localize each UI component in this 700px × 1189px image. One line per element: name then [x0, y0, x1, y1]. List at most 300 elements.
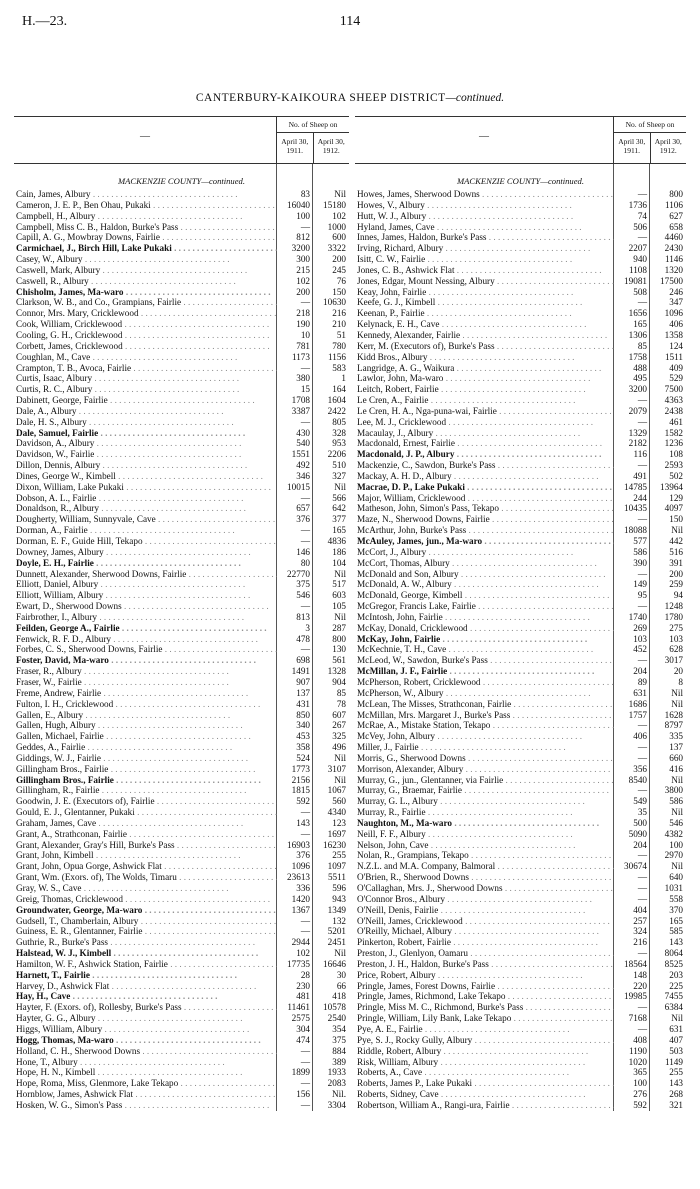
owner-name: Hope, H. N., Kimbell . . .: [14, 1067, 277, 1078]
table-row: [14, 254, 349, 265]
sheep-1911: —: [637, 568, 647, 579]
sheep-1912: 600: [332, 232, 346, 243]
sheep-1912: 1146: [664, 254, 683, 265]
table-row: [355, 525, 686, 536]
sheep-1911: 1108: [628, 264, 647, 275]
sheep-1911: 156: [296, 1089, 310, 1100]
owner-name: Gudsell, T., Chamberlain, Albury . . .: [14, 916, 277, 927]
table-row: [355, 991, 686, 1002]
table-row: [355, 232, 686, 243]
title-continued: —continued.: [445, 92, 505, 104]
owner-name: McDonald, George, Kimbell . . .: [355, 590, 614, 601]
owner-name: Dabinett, George, Fairlie . . .: [14, 395, 277, 406]
owner-name: Hone, T., Albury . . .: [14, 1057, 277, 1068]
sheep-1911: 19081: [624, 275, 647, 286]
owner-name: Fraser, R., Albury . . .: [14, 666, 277, 677]
sheep-1911: 431: [296, 698, 310, 709]
owner-name: Macdonald, J. P., Albury . . .: [355, 449, 614, 460]
col-1911-header: April 30, 1911.: [618, 137, 646, 155]
table-row: [14, 829, 349, 840]
table-row: [355, 1024, 686, 1035]
sheep-1912: 5511: [327, 872, 346, 883]
owner-name: Caswell, Mark, Albury . . .: [14, 265, 277, 276]
sheep-1911: 116: [633, 449, 647, 460]
sheep-1911: 1740: [628, 611, 647, 622]
table-row: [14, 319, 349, 330]
sheep-1912: 2083: [327, 1078, 346, 1089]
sheep-1911: 356: [633, 763, 647, 774]
sheep-1912: 103: [669, 633, 683, 644]
table-row: [14, 569, 349, 580]
sheep-1911: 137: [296, 687, 310, 698]
sheep-1911: 17735: [287, 958, 310, 969]
sheep-1911: 190: [296, 319, 310, 330]
owner-name: McPherson, Robert, Cricklewood . . .: [355, 677, 614, 688]
owner-name: Goodwin, J. E. (Executors of), Fairlie . . .: [14, 796, 277, 807]
sheep-1911: 35: [637, 807, 647, 818]
table-row: [355, 981, 686, 992]
table-row: [355, 1089, 686, 1100]
table-row: [355, 1035, 686, 1046]
sheep-1911: 698: [296, 655, 310, 666]
table-row: [14, 189, 349, 200]
table-row: [14, 1089, 349, 1100]
table-row: [14, 883, 349, 894]
owner-name: Howes, V., Albury . . .: [355, 200, 614, 211]
sheep-1911: 19985: [624, 991, 647, 1002]
sheep-1911: —: [637, 460, 647, 471]
sheep-1911: 1173: [291, 351, 310, 362]
sheep-1912: 3322: [327, 243, 346, 254]
table-row: [355, 1078, 686, 1089]
sheep-1911: —: [637, 416, 647, 427]
sheep-1911: 3: [305, 622, 310, 633]
table-row: [14, 688, 349, 699]
owner-name: Morris, G., Sherwood Downs . . .: [355, 753, 614, 764]
sheep-1912: 10578: [323, 1002, 346, 1013]
sheep-1912: 4097: [664, 503, 683, 514]
owner-name: Preston, J. H., Haldon, Burke's Pass . . .: [355, 959, 614, 970]
sheep-1912: 104: [332, 557, 346, 568]
table-row: [355, 634, 686, 645]
sheep-1912: 6384: [664, 1002, 683, 1013]
table-row: [355, 319, 686, 330]
table-row: [14, 373, 349, 384]
table-row: [14, 547, 349, 558]
table-row: [14, 699, 349, 710]
table-row: [355, 959, 686, 970]
sheep-1912: 132: [332, 915, 346, 926]
table-row: [355, 775, 686, 786]
owner-name: Hay, H., Cave . . .: [14, 991, 277, 1002]
table-row: [14, 341, 349, 352]
sheep-1911: 474: [296, 1034, 310, 1045]
sheep-1912: 225: [669, 980, 683, 991]
table-row: [355, 341, 686, 352]
owner-name: Risk, William, Albury . . .: [355, 1057, 614, 1068]
sheep-1912: 529: [669, 373, 683, 384]
sheep-1911: 218: [296, 308, 310, 319]
sheep-1912: 502: [669, 470, 683, 481]
sheep-1912: 375: [332, 1034, 346, 1045]
owner-name: Cain, James, Albury . . .: [14, 189, 277, 200]
sheep-1912: 2593: [664, 460, 683, 471]
table-row: [14, 861, 349, 872]
sheep-1911: 269: [633, 622, 647, 633]
sheep-1911: 812: [296, 232, 310, 243]
sheep-1911: 2182: [628, 438, 647, 449]
sheep-1912: 143: [669, 1078, 683, 1089]
table-row: [355, 970, 686, 981]
sheep-1911: —: [300, 1099, 310, 1110]
owner-name: Macdonald, Ernest, Fairlie . . .: [355, 438, 614, 449]
sheep-1912: 800: [332, 633, 346, 644]
sheep-1912: 245: [332, 264, 346, 275]
owner-name: Naughton, M., Ma-waro . . .: [355, 818, 614, 829]
sheep-1911: —: [300, 221, 310, 232]
table-row: [14, 297, 349, 308]
sheep-1912: 370: [669, 904, 683, 915]
sheep-1911: 478: [296, 633, 310, 644]
sheep-1911: 1708: [291, 395, 310, 406]
sheep-1911: 1329: [628, 427, 647, 438]
owner-name: Campbell, H., Albury . . .: [14, 211, 277, 222]
sheep-1912: Nil: [334, 611, 346, 622]
column-header: [14, 117, 349, 164]
table-row: [14, 265, 349, 276]
sheep-1912: Nil: [334, 481, 346, 492]
sheep-1911: 365: [633, 1067, 647, 1078]
sheep-1911: 244: [633, 492, 647, 503]
owner-name: Corbett, James, Cricklewood . . .: [14, 341, 277, 352]
sheep-1911: —: [637, 893, 647, 904]
sheep-1911: 1096: [291, 861, 310, 872]
col-1912-header: April 30, 1912.: [313, 133, 350, 163]
sheep-1912: 607: [332, 709, 346, 720]
table-row: [355, 308, 686, 319]
sheep-1912: 596: [332, 883, 346, 893]
owner-name: McLean, The Misses, Strathconan, Fairlie . . .: [355, 699, 614, 710]
owner-name: Isitt, C. W., Fairlie . . .: [355, 254, 614, 265]
sheep-1912: 210: [332, 319, 346, 330]
sheep-1912: 389: [332, 1056, 346, 1067]
sheep-1912: 200: [669, 568, 683, 579]
table-row: [14, 634, 349, 645]
sheep-1911: 10: [300, 329, 310, 340]
sheep-1912: 13964: [660, 481, 683, 492]
sheep-1911: 10435: [624, 503, 647, 514]
table-row: [355, 1013, 686, 1024]
owner-name: Gould, E. J., Glentanner, Pukaki . . .: [14, 807, 277, 818]
table-row: [355, 731, 686, 742]
sheep-1912: 3800: [664, 785, 683, 796]
sheep-1911: 2207: [628, 243, 647, 254]
table-row: [355, 514, 686, 525]
sheep-1911: 304: [296, 1023, 310, 1034]
sheep-1911: 586: [633, 546, 647, 557]
sheep-1912: 186: [332, 546, 346, 557]
table-row: [355, 330, 686, 341]
sheep-1912: 1067: [327, 785, 346, 796]
owner-name: Fulton, I. H., Cricklewood . . .: [14, 699, 277, 710]
sheep-1912: 1031: [664, 883, 683, 893]
document-reference: H.—23.: [22, 14, 68, 29]
sheep-1911: —: [637, 872, 647, 883]
sheep-1912: 8: [678, 676, 683, 687]
owner-name: Dillon, Dennis, Albury . . .: [14, 460, 277, 471]
table-row: [355, 655, 686, 666]
owner-name: Robertson, William A., Rangi-ura, Fairlie . . .: [355, 1100, 614, 1111]
sheep-1911: 1020: [628, 1056, 647, 1067]
sheep-1911: 5090: [628, 828, 647, 839]
sheep-1911: 165: [633, 319, 647, 330]
table-row: [14, 590, 349, 601]
sheep-1912: 347: [669, 297, 683, 308]
owner-name: Greig, Thomas, Cricklewood . . .: [14, 894, 277, 905]
owner-name: Langridge, A. G., Waikura . . .: [355, 363, 614, 374]
owner-name: Macrae, D. P., Lake Pukaki . . .: [355, 482, 614, 493]
owner-name: Hyland, James, Cave . . .: [355, 222, 614, 233]
owner-name: Curtis, Isaac, Albury . . .: [14, 373, 277, 384]
table-row: [355, 710, 686, 721]
table-row: [355, 937, 686, 948]
table-row: [355, 764, 686, 775]
table-row: [355, 503, 686, 514]
table-body: [355, 164, 686, 1111]
owner-name: Jones, Edgar, Mount Nessing, Albury . . .: [355, 276, 614, 287]
sheep-1912: 1628: [664, 709, 683, 720]
sheep-1912: 4340: [327, 807, 346, 818]
sheep-1912: 2422: [327, 405, 346, 416]
table-row: [355, 1046, 686, 1057]
sheep-1912: 1106: [664, 199, 683, 210]
sheep-1912: 1236: [664, 438, 683, 449]
sheep-1911: 1899: [291, 1067, 310, 1078]
sheep-1912: 7500: [664, 384, 683, 395]
owner-name: Maze, N., Sherwood Downs, Fairlie . . .: [355, 514, 614, 525]
owner-name: Major, William, Cricklewood . . .: [355, 493, 614, 504]
sheep-1911: 30674: [624, 861, 647, 872]
sheep-1912: 354: [332, 1023, 346, 1034]
sheep-1911: —: [300, 828, 310, 839]
sheep-1912: Nil: [334, 948, 346, 959]
owner-name: Murray, R., Fairlie . . .: [355, 807, 614, 818]
owner-name: Riddle, Robert, Albury . . .: [355, 1046, 614, 1057]
sheep-1911: 2575: [291, 1013, 310, 1024]
owner-name: Roberts, Sidney, Cave . . .: [355, 1089, 614, 1100]
sheep-1911: 257: [633, 915, 647, 926]
owner-name: Macaulay, J., Albury . . .: [355, 428, 614, 439]
table-row: [14, 655, 349, 666]
sheep-1912: Nil.: [331, 1089, 346, 1100]
left-table: [14, 116, 349, 1111]
table-row: [355, 449, 686, 460]
owner-name: Casey, W., Albury . . .: [14, 254, 277, 265]
sheep-1912: 409: [669, 362, 683, 373]
owner-name: McKay, Donald, Cricklewood . . .: [355, 623, 614, 634]
owner-name: Hayter, F. (Exors. of), Rollesby, Burke's Pass . . .: [14, 1002, 277, 1013]
owner-name: Gallen, E., Albury . . .: [14, 710, 277, 721]
table-row: [14, 330, 349, 341]
sheep-1912: Nil: [334, 752, 346, 763]
table-row: [14, 308, 349, 319]
page-number: 114: [339, 14, 361, 29]
owner-name: Elliott, Daniel, Albury . . .: [14, 579, 277, 590]
owner-name: Dobson, A. L., Fairlie . . .: [14, 493, 277, 504]
sheep-1911: 220: [633, 980, 647, 991]
table-row: [14, 395, 349, 406]
sheep-1912: 1780: [664, 611, 683, 622]
sheep-1911: 1367: [291, 904, 310, 915]
sheep-1912: 4363: [664, 395, 683, 406]
table-row: [14, 905, 349, 916]
sheep-1912: 2540: [327, 1013, 346, 1024]
sheep-1911: —: [637, 514, 647, 525]
sheep-1912: Nil: [334, 568, 346, 579]
sheep-1911: 100: [633, 1078, 647, 1089]
owner-name: Dale, A., Albury . . .: [14, 406, 277, 417]
owner-name: McKechnie, T. H., Cave . . .: [355, 644, 614, 655]
owner-name: Leitch, Robert, Fairlie . . .: [355, 384, 614, 395]
sheep-1912: 85: [336, 687, 346, 698]
sheep-1911: 204: [633, 839, 647, 850]
owner-name: Freme, Andrew, Fairlie . . .: [14, 688, 277, 699]
sheep-1912: 327: [332, 470, 346, 481]
sheep-1911: 83: [300, 189, 310, 199]
table-row: [355, 829, 686, 840]
table-row: [14, 417, 349, 428]
sheep-1912: 1582: [664, 427, 683, 438]
table-row: [355, 460, 686, 471]
table-row: [14, 525, 349, 536]
sheep-1911: 540: [296, 438, 310, 449]
sheep-1912: 3107: [327, 763, 346, 774]
sheep-1912: Nil: [671, 698, 683, 709]
sheep-1912: 516: [669, 546, 683, 557]
table-row: [355, 297, 686, 308]
table-row: [355, 883, 686, 894]
owner-name: Forbes, C. S., Sherwood Downs, Fairlie . . .: [14, 644, 277, 655]
sheep-1912: 418: [332, 991, 346, 1002]
sheep-1912: 7455: [664, 991, 683, 1002]
owner-name: Gallen, Hugh, Albury . . .: [14, 720, 277, 731]
owner-name: McCort, J., Albury . . .: [355, 547, 614, 558]
table-row: [355, 254, 686, 265]
sheep-1912: 586: [669, 796, 683, 807]
owner-name: Pye, A. E., Fairlie . . .: [355, 1024, 614, 1035]
owner-name: Downey, James, Albury . . .: [14, 547, 277, 558]
owner-name: Innes, James, Haldon, Burke's Pass . . .: [355, 232, 614, 243]
owner-name: Halstead, W. J., Kimbell . . .: [14, 948, 277, 959]
table-row: [14, 623, 349, 634]
sheep-1911: 85: [637, 340, 647, 351]
sheep-1912: 1328: [327, 666, 346, 677]
owner-name: Dougherty, William, Sunnyvale, Cave . . .: [14, 514, 277, 525]
sheep-1912: 94: [673, 590, 683, 601]
table-row: [14, 503, 349, 514]
owner-name: Price, Robert, Albury . . .: [355, 970, 614, 981]
sheep-1911: 18564: [624, 958, 647, 969]
table-row: [355, 569, 686, 580]
table-row: [14, 818, 349, 829]
owner-name: Cook, William, Cricklewood . . .: [14, 319, 277, 330]
table-row: [355, 753, 686, 764]
sheep-1912: 560: [332, 796, 346, 807]
sheep-1912: 76: [336, 275, 346, 286]
owner-name: Geddes, A., Fairlie . . .: [14, 742, 277, 753]
sheep-1912: 287: [332, 622, 346, 633]
table-row: [355, 894, 686, 905]
sheep-1912: 137: [669, 742, 683, 753]
owner-name: Connor, Mrs. Mary, Cricklewood . . .: [14, 308, 277, 319]
owner-name: Grant, Alexander, Gray's Hill, Burke's Pass . . .: [14, 840, 277, 851]
table-row: [14, 601, 349, 612]
sheep-1911: 492: [296, 460, 310, 471]
owner-name: Davidson, W., Fairlie . . .: [14, 449, 277, 460]
sheep-1911: 346: [296, 470, 310, 481]
table-row: [355, 1067, 686, 1078]
table-row: [14, 1013, 349, 1024]
table-row: [14, 916, 349, 927]
table-row: [14, 384, 349, 395]
sheep-1911: 813: [296, 611, 310, 622]
sheep-1911: 376: [296, 850, 310, 861]
owner-name: Foster, David, Ma-waro . . .: [14, 655, 277, 666]
sheep-1912: 15180: [323, 199, 346, 210]
owner-name: Neill, F. F., Albury . . .: [355, 829, 614, 840]
sheep-1911: —: [300, 807, 310, 818]
sheep-1911: 324: [633, 926, 647, 937]
table-row: [355, 948, 686, 959]
sheep-1912: 8064: [664, 948, 683, 959]
owner-name: Hosken, W. G., Simon's Pass . . .: [14, 1100, 277, 1111]
sheep-1912: 640: [669, 872, 683, 883]
sheep-1912: 102: [332, 210, 346, 221]
owner-name: Gillingham Bros., Fairlie . . .: [14, 775, 277, 786]
table-row: [14, 211, 349, 222]
table-row: [355, 406, 686, 417]
owner-name: Kennedy, Alexander, Fairlie . . .: [355, 330, 614, 341]
owner-name: Fenwick, R. F. D., Albury . . .: [14, 634, 277, 645]
table-row: [355, 579, 686, 590]
table-row: [355, 688, 686, 699]
owner-name: Cameron, J. E. P., Ben Ohau, Pukaki . . .: [14, 200, 277, 211]
owner-name: Mackenzie, C., Sawdon, Burke's Pass . . .: [355, 460, 614, 471]
sheep-1912: 255: [669, 1067, 683, 1078]
name-column-header: —: [140, 131, 150, 142]
sheep-1911: 3200: [291, 243, 310, 254]
sheep-1912: 3304: [327, 1099, 346, 1110]
table-row: [14, 1035, 349, 1046]
sheep-1912: 259: [669, 579, 683, 590]
sheep-1912: 203: [669, 969, 683, 980]
owner-name: Hamilton, W. F., Ashwick Station, Fairlie . . .: [14, 959, 277, 970]
owner-name: Keay, John, Fairlie . . .: [355, 287, 614, 298]
sheep-1912: 503: [669, 1045, 683, 1056]
sheep-1911: 8540: [628, 774, 647, 785]
sheep-1912: 561: [332, 655, 346, 666]
table-row: [355, 601, 686, 612]
table-row: [14, 796, 349, 807]
owner-name: O'Neill, James, Cricklewood . . .: [355, 916, 614, 927]
sheep-1912: 1000: [327, 221, 346, 232]
table-row: [14, 785, 349, 796]
owner-name: Dines, George W., Kimbell . . .: [14, 471, 277, 482]
sheep-1911: 1306: [628, 329, 647, 340]
col-1912-header: April 30, 1912.: [650, 133, 687, 163]
owner-name: Hayter, G. G., Albury . . .: [14, 1013, 277, 1024]
sheep-1911: —: [300, 915, 310, 926]
